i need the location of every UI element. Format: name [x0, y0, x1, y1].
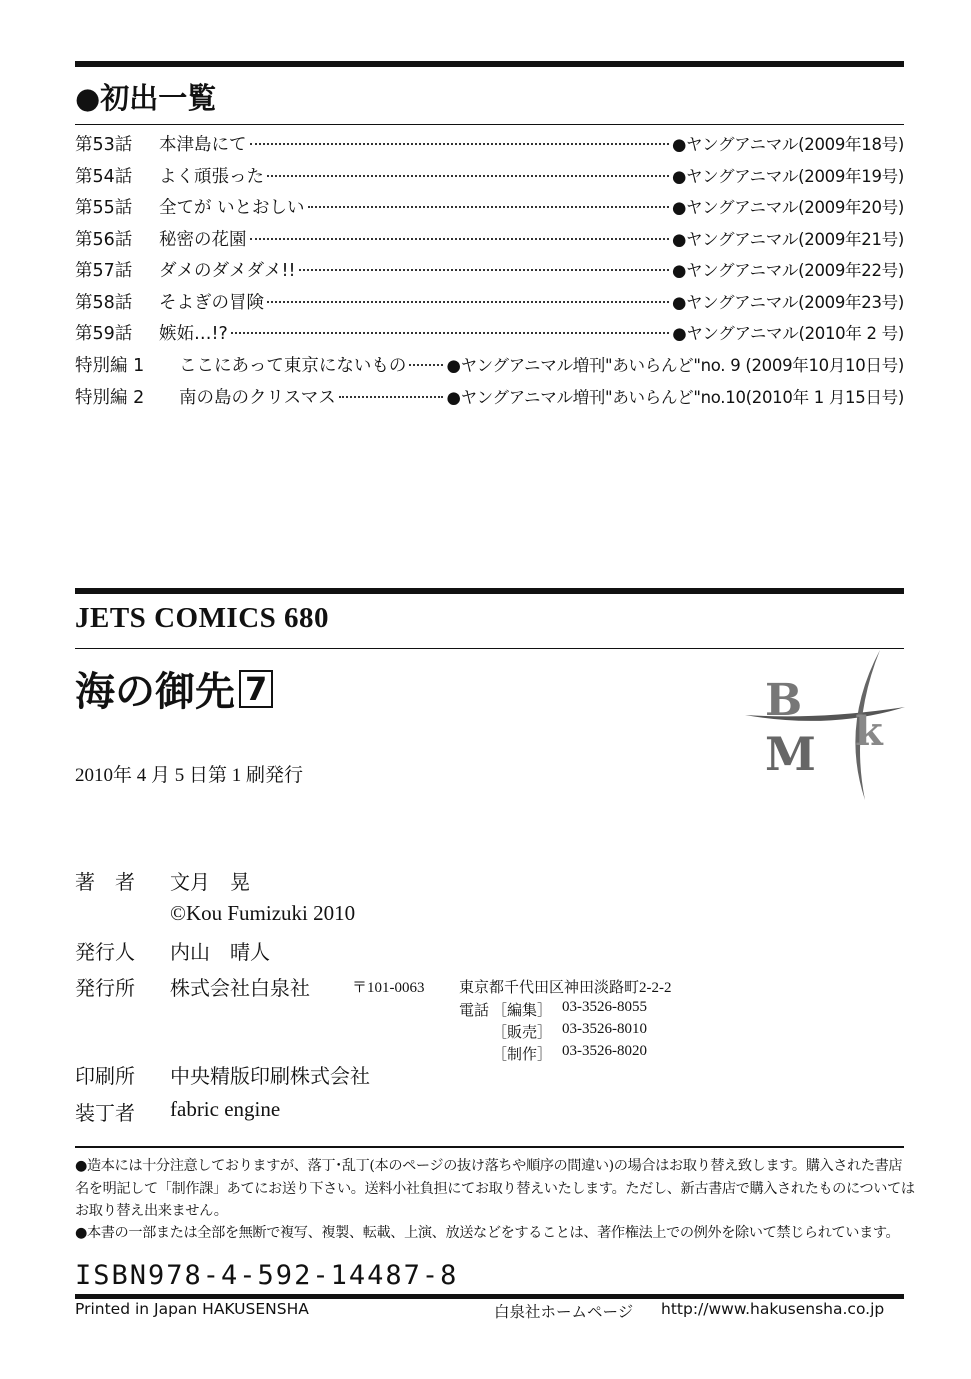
list-item	[75, 384, 904, 409]
dot-leader	[267, 301, 669, 303]
publication: ●ヤングアニマル(2009年18号)	[671, 135, 904, 154]
episode-title: 秘密の花園	[159, 230, 247, 250]
volume-number: 7	[239, 670, 273, 708]
episode-title: 本津島にて	[159, 135, 247, 155]
episode-title: よく頑張った	[159, 167, 264, 187]
publication: ●ヤングアニマル(2009年21号)	[671, 230, 904, 249]
phone-number: 03-3526-8055	[562, 999, 647, 1015]
episode-title: そよぎの冒険	[159, 293, 264, 313]
list-item	[75, 289, 904, 314]
notice-paragraph: ●本書の一部または全部を無断で複写、複製、転載、上演、放送などをすることは、著作権法上での例外を除いて禁じられています。	[75, 1225, 900, 1241]
episode-title: ここにあって東京にないもの	[179, 356, 407, 376]
phone-number: 03-3526-8010	[562, 1021, 647, 1037]
printer: 中央精版印刷株式会社	[170, 1064, 370, 1088]
phone-dept: ［販売］	[492, 1025, 553, 1041]
series-label: JETS COMICS 680	[75, 602, 330, 634]
printed-in: Printed in Japan HAKUSENSHA	[75, 1300, 309, 1318]
publication-date: 2010年 4 月 5 日第 1 刷発行	[75, 765, 304, 786]
heading-rule	[75, 124, 904, 125]
phone-dept: ［制作］	[492, 1047, 553, 1063]
isbn: ISBN978-4-592-14487-8	[75, 1260, 459, 1291]
svg-text:M: M	[765, 727, 816, 781]
publisher: 株式会社白泉社	[170, 976, 310, 1000]
homepage-url[interactable]: http://www.hakusensha.co.jp	[661, 1300, 885, 1318]
publication: ●ヤングアニマル(2010年 2 号)	[672, 324, 904, 343]
episode-title: ダメのダメダメ!!	[159, 261, 296, 281]
publisher-person-label: 発行人	[75, 940, 135, 964]
copyright: ©Kou Fumizuki 2010	[170, 901, 356, 925]
dot-leader	[409, 364, 443, 366]
top-rule	[75, 61, 904, 67]
episode-title: 嫉妬…!?	[159, 324, 228, 344]
publisher-person: 内山 晴人	[170, 940, 270, 964]
footer-rule	[75, 1294, 904, 1299]
publication: ●ヤングアニマル(2009年19号)	[671, 167, 904, 186]
publication: ●ヤングアニマル(2009年23号)	[671, 293, 904, 312]
bmk-logo	[740, 645, 910, 805]
dot-leader	[250, 238, 669, 240]
svg-text:B: B	[765, 675, 803, 726]
publisher-label: 発行所	[75, 976, 135, 1000]
list-item	[75, 352, 904, 377]
episode-number: 特別編 1	[75, 356, 145, 376]
title-text: 海の御先	[75, 669, 235, 715]
section-heading: ●初出一覧	[75, 81, 217, 115]
episode-number: 第56話	[75, 230, 133, 250]
publication: ●ヤングアニマル増刊"あいらんど"no.10(2010年 1 月15日号)	[446, 388, 904, 407]
address: 東京都千代田区神田淡路町2-2-2	[459, 980, 672, 996]
designer-label: 装丁者	[75, 1101, 135, 1125]
book-title	[75, 660, 273, 717]
printer-label: 印刷所	[75, 1064, 135, 1088]
episode-number: 第54話	[75, 167, 133, 187]
phone-label: 電話	[459, 1003, 490, 1019]
dot-leader	[299, 269, 669, 271]
publication: ●ヤングアニマル(2009年20号)	[671, 198, 904, 217]
author-label: 著 者	[75, 870, 135, 894]
list-item	[75, 320, 904, 345]
episode-title: 南の島のクリスマス	[179, 388, 336, 408]
author: 文月 晃	[170, 870, 250, 894]
publication: ●ヤングアニマル(2009年22号)	[671, 261, 904, 280]
episode-number: 第59話	[75, 324, 133, 344]
svg-text:k: k	[855, 708, 883, 755]
list-item	[75, 131, 904, 156]
episode-number: 第57話	[75, 261, 133, 281]
dot-leader	[339, 396, 444, 398]
list-item	[75, 226, 904, 251]
homepage-label: 白泉社ホームページ	[494, 1303, 634, 1321]
episode-number: 特別編 2	[75, 388, 145, 408]
dot-leader	[308, 206, 669, 208]
dot-leader	[231, 332, 669, 334]
list-item	[75, 257, 904, 282]
notice-paragraph: ●造本には十分注意しておりますが、落丁･乱丁(本のページの抜け落ちや順序の間違い)の場合はお取り替え致します。購入された書店名を明記して「制作課」あてにお送り下さい。送料小社負担にてお取り替えいたします。ただし、新古書店で購入されたものについてはお取り替え出来ません。	[75, 1158, 915, 1219]
designer: fabric engine	[170, 1097, 281, 1121]
episode-title: 全てが いとおしい	[159, 198, 305, 218]
colophon-rule	[75, 588, 904, 594]
notice-rule	[75, 1146, 904, 1148]
list-item	[75, 194, 904, 219]
dot-leader	[267, 175, 669, 177]
list-item	[75, 163, 904, 188]
postal-code: 〒101-0063	[352, 980, 425, 996]
episode-number: 第58話	[75, 293, 133, 313]
phone-dept: ［編集］	[492, 1003, 553, 1019]
phone-number: 03-3526-8020	[562, 1043, 647, 1059]
dot-leader	[250, 143, 669, 145]
publication: ●ヤングアニマル増刊"あいらんど"no. 9 (2009年10月10日号)	[446, 356, 904, 375]
episode-number: 第53話	[75, 135, 133, 155]
episode-number: 第55話	[75, 198, 133, 218]
